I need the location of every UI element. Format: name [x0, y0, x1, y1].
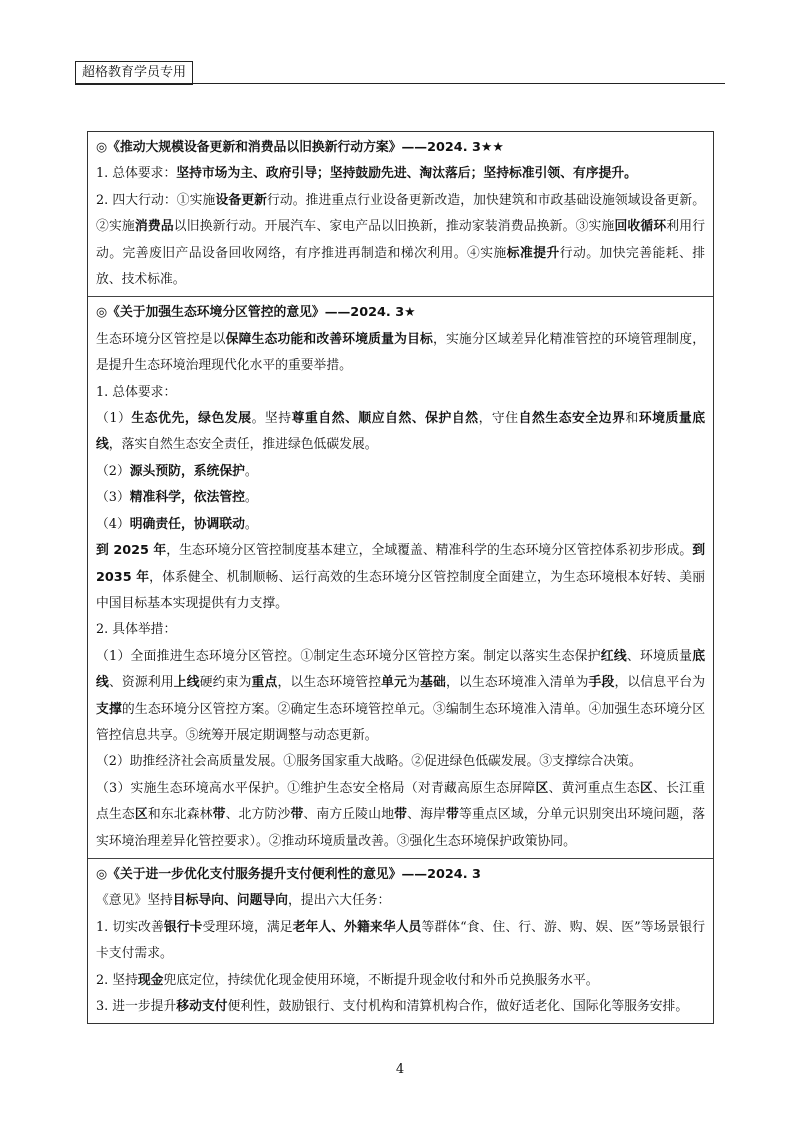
policy-section — [88, 859, 713, 1023]
section-title: ◎《关于进一步优化支付服务提升支付便利性的意见》——2024. 3 — [96, 866, 481, 882]
header-tag: 超格教育学员专用 — [75, 61, 193, 85]
body-text: 、环境质量 — [626, 648, 693, 664]
emphasis-text: 带 — [446, 807, 459, 823]
section-paragraph — [96, 161, 705, 187]
body-text: 、黄河重点生态 — [548, 780, 640, 796]
emphasis-text: 源头预防，系统保护 — [129, 463, 245, 479]
body-text: （2） — [96, 463, 130, 479]
body-text: 。 — [244, 490, 258, 506]
body-text: 利用行动。完善废旧产品设备回收网络，有序推进再制造和梯次利用。④实施 — [96, 219, 706, 261]
body-text: ，以生态环境准入清单为 — [445, 675, 589, 691]
emphasis-text: 区 — [535, 780, 549, 796]
body-text: 、北方防沙 — [225, 807, 291, 823]
section-paragraph — [96, 406, 705, 459]
body-text: 。 — [244, 516, 258, 532]
body-text: 3. 进一步提升 — [96, 999, 177, 1014]
body-text: 为 — [407, 675, 421, 691]
emphasis-text: 到 2025 年 — [96, 543, 167, 559]
emphasis-text: 区 — [639, 780, 654, 796]
section-title: ◎《推动大规模设备更新和消费品以旧换新行动方案》——2024. 3★★ — [96, 140, 504, 155]
body-text: （3）实施生态环境高水平保护。①维护生态安全格局（对青藏高原生态屏障 — [96, 780, 536, 796]
body-text: 《意见》坚持 — [96, 893, 173, 909]
body-text: ，守住 — [478, 411, 519, 427]
section-paragraph — [96, 617, 705, 643]
emphasis-text: 重点 — [251, 675, 278, 691]
section-paragraph — [96, 749, 705, 775]
body-text: ，提出六大任务： — [287, 893, 391, 909]
section-paragraph — [96, 888, 705, 914]
emphasis-text: 带 — [212, 807, 226, 823]
section-paragraph — [96, 644, 705, 750]
page-number: 4 — [395, 1062, 405, 1077]
body-text: 2. 具体举措： — [96, 622, 177, 638]
body-text: 、南方丘陵山地 — [303, 807, 395, 823]
emphasis-text: 明确责任，协调联动 — [129, 516, 245, 532]
body-text: ，生态环境分区管控制度基本建立，全域覆盖、精准科学的生态环境分区管控体系初步形成。 — [166, 543, 693, 559]
body-text: 、海岸 — [407, 807, 447, 823]
emphasis-text: 精准科学，依法管控 — [129, 490, 245, 506]
body-text: ，以生态环境管控 — [277, 675, 382, 691]
section-paragraph — [96, 188, 705, 294]
emphasis-text: 移动支付 — [176, 999, 228, 1014]
body-text: 的生态环境分区管控方案。②确定生态环境管控单元。③编制生态环境准入清单。④加强生态环境分区管控信息共享。⑤统筹开展定期调整与动态更新。 — [96, 701, 705, 743]
emphasis-text: 银行卡 — [163, 919, 203, 935]
body-text: 、长江重点生态 — [96, 780, 705, 823]
body-text: ，落实自然生态安全责任，推进绿色低碳发展。 — [108, 437, 378, 453]
emphasis-text: 消费品 — [134, 219, 174, 235]
emphasis-text: 单元 — [381, 675, 408, 691]
body-text: （1）全面推进生态环境分区管控。①制定生态环境分区管控方案。制定以落实生态保护 — [96, 648, 601, 664]
emphasis-text: 区 — [134, 807, 148, 823]
body-text: 2. 四大行动：①实施 — [96, 192, 216, 208]
emphasis-text: 保障生态功能和改善环境质量为目标 — [225, 331, 433, 347]
emphasis-text: 带 — [290, 807, 304, 823]
section-paragraph — [96, 915, 705, 968]
body-text: 2. 坚持 — [96, 972, 138, 988]
header-divider — [75, 83, 725, 84]
body-text: 和 — [625, 411, 639, 427]
emphasis-text: 生态优先，绿色发展 — [131, 411, 252, 427]
body-text: 1. 总体要求： — [96, 384, 177, 400]
body-text: 等重点区域，分单元识别突出环境问题，落实环境治理差异化管控要求）。②推动环境质量改善。③强化生态环境保护政策协同。 — [96, 807, 706, 849]
body-text: 生态环境分区管控是以 — [96, 331, 226, 347]
body-text: 行动。推进重点行业设备更新改造，加快建筑和市政基础设施领域设备更新。②实施 — [96, 192, 706, 235]
body-text: 硬约束为 — [199, 675, 252, 691]
emphasis-text: 环境质量底线 — [96, 411, 706, 453]
emphasis-text: 老年人、外籍来华人员 — [292, 919, 422, 935]
body-text: ，体系健全、机制顺畅、运行高效的生态环境分区管控制度全面建立，为生态环境根本好转、美丽中国目标基本实现提供有力支撑。 — [96, 569, 705, 611]
section-title: ◎《关于加强生态环境分区管控的意见》——2024. 3★ — [96, 305, 416, 321]
emphasis-text: 底线 — [96, 648, 705, 691]
emphasis-text: 目标导向、问题导向 — [172, 893, 288, 909]
body-text: ，实施分区域差异化精准管控的环境管理制度，是提升生态环境治理现代化水平的重要举措。 — [96, 331, 705, 374]
body-text: ，以信息平台为 — [614, 675, 706, 691]
section-paragraph — [96, 485, 705, 511]
body-text: （1） — [96, 411, 132, 427]
section-paragraph — [96, 994, 705, 1020]
section-paragraph — [96, 968, 705, 994]
body-text: （3） — [96, 490, 130, 506]
body-text: 和东北森林 — [147, 807, 213, 823]
body-text: （4） — [96, 516, 130, 532]
emphasis-text: 到 2035 年 — [96, 543, 705, 585]
emphasis-text: 基础 — [420, 675, 446, 691]
emphasis-text: 手段 — [588, 675, 615, 691]
emphasis-text: 回收循环 — [614, 219, 667, 235]
section-paragraph — [96, 380, 705, 406]
body-text: 便利性，鼓励银行、支付机构和清算机构合作，做好适老化、国际化等服务安排。 — [227, 999, 689, 1014]
body-text: 以旧换新行动。开展汽车、家电产品以旧换新，推动家装消费品换新。③实施 — [173, 219, 615, 235]
emphasis-text: 上线 — [173, 675, 200, 691]
body-text: 受理环境，满足 — [202, 919, 293, 935]
body-text: 。坚持 — [251, 411, 292, 427]
body-text: 1. 切实改善 — [96, 919, 164, 935]
emphasis-text: 带 — [394, 807, 408, 823]
body-text: 1. 总体要求： — [96, 166, 177, 182]
emphasis-text: 坚持市场为主、政府引导；坚持鼓励先进、淘汰落后；坚持标准引领、有序提升。 — [176, 166, 637, 182]
emphasis-text: 现金 — [137, 972, 164, 988]
body-text: 等群体“食、住、行、游、购、娱、医”等场景银行卡支付需求。 — [96, 919, 706, 962]
section-paragraph — [96, 538, 705, 617]
emphasis-text: 标准提升 — [506, 245, 560, 261]
policy-table — [87, 131, 714, 1024]
section-paragraph — [96, 776, 705, 855]
emphasis-text: 支撑 — [96, 701, 122, 717]
body-text: 行动。加快完善能耗、排放、技术标准。 — [96, 245, 706, 288]
body-text: 、资源利用 — [108, 675, 174, 691]
section-paragraph — [96, 459, 705, 485]
section-paragraph — [96, 327, 705, 380]
policy-section — [88, 297, 713, 859]
body-text: 。 — [244, 463, 258, 479]
policy-section — [88, 132, 713, 297]
body-text: （2）助推经济社会高质量发展。①服务国家重大战略。②促进绿色低碳发展。③支撑综合决策。 — [96, 754, 642, 770]
body-text: 兜底定位，持续优化现金使用环境，不断提升现金收付和外币兑换服务水平。 — [163, 972, 599, 988]
emphasis-text: 尊重自然、顺应自然、保护自然 — [291, 411, 479, 427]
emphasis-text: 自然生态安全边界 — [518, 411, 626, 427]
emphasis-text: 设备更新 — [215, 192, 267, 208]
emphasis-text: 红线 — [600, 648, 627, 664]
section-paragraph — [96, 512, 705, 538]
